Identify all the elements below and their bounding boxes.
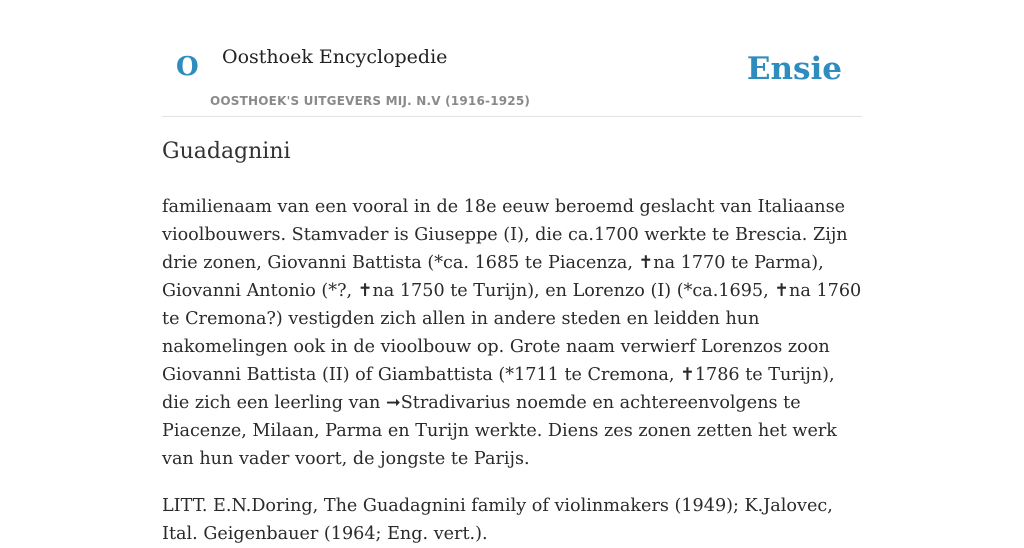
- source-subtitle: OOSTHOEK'S UITGEVERS MIJ. N.V (1916-1925): [210, 94, 531, 108]
- entry-title: Guadagnini: [162, 139, 291, 164]
- entry-content: [162, 138, 862, 548]
- ensie-logo-link[interactable]: Ensie: [746, 51, 842, 87]
- source-title[interactable]: Oosthoek Encyclopedie: [222, 46, 448, 68]
- site-header: [162, 38, 862, 117]
- literature-paragraph: LITT. E.N.Doring, The Guadagnini family of violinmakers (1949); K.Jalovec, Ital. Geigenbauer (1964; Eng. vert.).: [162, 495, 833, 544]
- entry-paragraph: familienaam van een vooral in de 18e eeuw beroemd geslacht van Italiaanse vioolbouwers. Stamvader is Giuseppe (I), die ca.1700 werkte te Brescia. Zijn drie zonen, Giovanni Battista (*ca. 1685 te Piacenza, ✝na 1770 te Parma), Giovanni Antonio (*?, ✝na 1750 te Turijn), en Lorenzo (I) (*ca.1695, ✝na 1760 te Cremona?) vestigden zich allen in andere steden en leidden hun nakomelingen ook in de vioolbouw op. Grote naam verwierf Lorenzos zoon Giovanni Battista (II) of Giambattista (*1711 te Cremona, ✝1786 te Turijn), die zich een leerling van ➞Stradivarius noemde en achtereenvolgens te Piacenze, Milaan, Parma en Turijn werkte. Diens zes zonen zetten het werk van hun vader voort, de jongste te Parijs.: [162, 196, 862, 469]
- oosthoek-logo[interactable]: O: [176, 52, 199, 82]
